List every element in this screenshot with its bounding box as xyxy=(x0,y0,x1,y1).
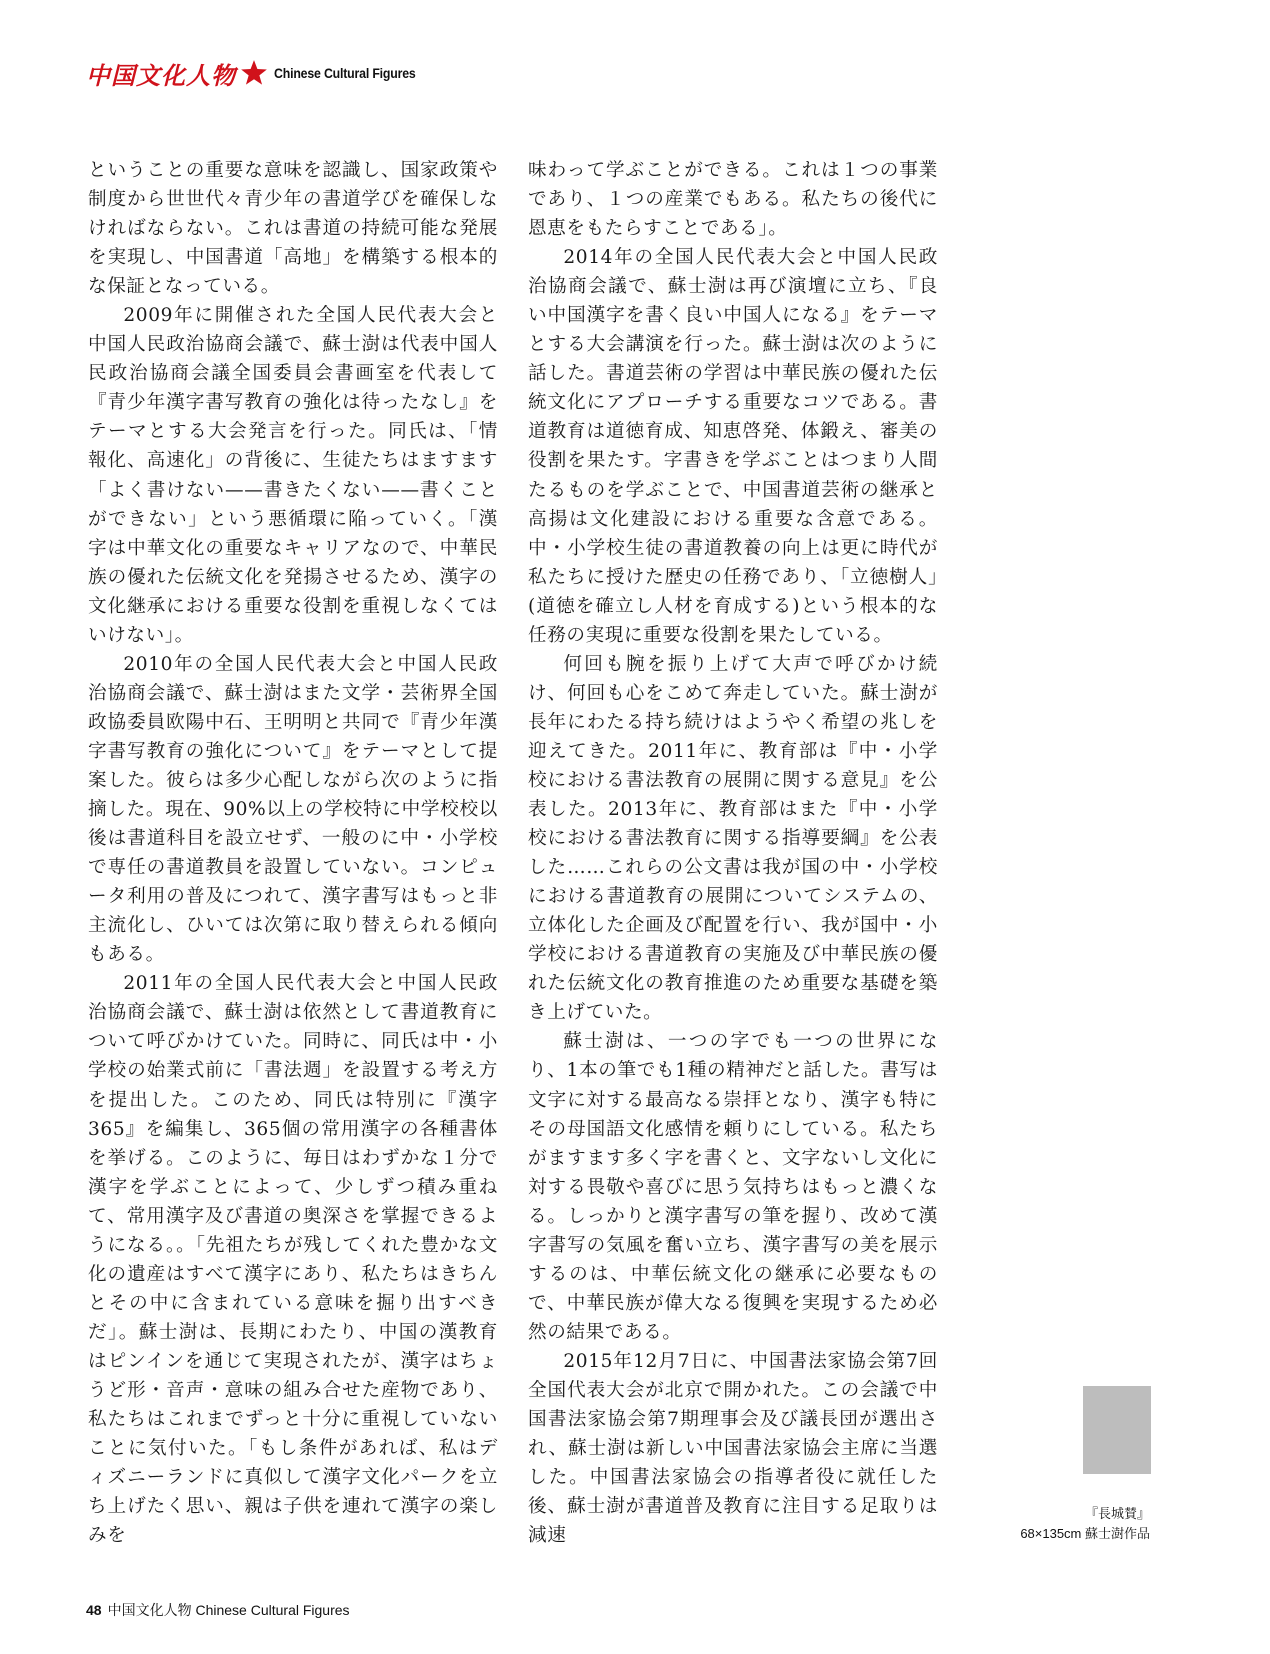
paragraph: ということの重要な意味を認識し、国家政策や制度から世世代々青少年の書道学びを確保しなければならない。これは書道の持続可能な発展を実現し、中国書道「高地」を構築する根本的な保証となっている。 xyxy=(88,160,498,298)
footer-text: 中国文化人物 Chinese Cultural Figures xyxy=(107,1602,350,1618)
paragraph: 味わって学ぶことができる。これは１つの事業であり、１つの産業でもある。私たちの後代に恩恵をもたらすことである」。 xyxy=(528,160,938,240)
paragraph: 2015年12月7日に、中国書法家協会第7回全国代表大会が北京で開かれた。この会議で中国書法家協会第7期理事会及び議長団が選出され、蘇士澍は新しい中国書法家協会主席に当選した。中国書法家協会の指導者役に就任した後、蘇士澍が書道普及教育に注目する足取りは減速 xyxy=(528,1350,938,1547)
artwork-detail: 68×135cm 蘇士澍作品 xyxy=(1020,1526,1150,1541)
artwork-title: 『長城賛』 xyxy=(1084,1506,1150,1521)
masthead xyxy=(86,56,435,90)
masthead-title-cn: 中国文化人物 xyxy=(86,60,236,90)
paragraph: 蘇士澍は、一つの字でも一つの世界になり、1本の筆でも1種の精神だと話した。書写は文字に対する最高なる崇拝となり、漢字も特にその母国語文化感情を頼りにしている。私たちがますます多く字を書くと、文字ないし文化に対する畏敬や喜びに思う気持ちはもっと濃くなる。しっかりと漢字書写の筆を握り、改めて漢字書写の気風を奮い立ち、漢字書写の美を展示するのは、中華伝統文化の継承に必要なもので、中華民族が偉大なる復興を実現するため必然の結果である。 xyxy=(528,1031,938,1343)
page-footer xyxy=(86,1600,350,1620)
article-column-left xyxy=(88,156,498,1550)
paragraph: 2011年の全国人民代表大会と中国人民政治協商会議で、蘇士澍は依然として書道教育について呼びかけていた。同時に、同氏は中・小学校の始業式前に「書法週」を設置する考え方を提出した。このため、同氏は特別に『漢字365』を編集し、365個の常用漢字の各種書体を挙げる。このように、毎日はわずかな１分で漢字を学ぶことによって、少しずつ積み重ねて、常用漢字及び書道の奥深さを掌握できるようになる。。「先祖たちが残してくれた豊かな文化の遺産はすべて漢字にあり、私たちはきちんとその中に含まれている意味を掘り出すべきだ」。蘇士澍は、長期にわたり、中国の漢教育はピンインを通じて実現されたが、漢字はちょうど形・音声・意味の組み合せた産物であり、私たちはこれまでずっと十分に重視していないことに気付いた。「もし条件があれば、私はディズニーランドに真似して漢字文化パークを立ち上げたく思い、親は子供を連れて漢字の楽しみを xyxy=(88,973,498,1547)
masthead-title-en: Chinese Cultural Figures xyxy=(274,65,416,81)
paragraph: 2014年の全国人民代表大会と中国人民政治協商会議で、蘇士澍は再び演壇に立ち、『良い中国漢字を書く良い中国人になる』をテーマとする大会講演を行った。蘇士澍は次のように話した。書道芸術の学習は中華民族の優れた伝統文化にアプローチする重要なコツである。書道教育は道徳育成、知恵啓発、体鍛え、審美の役割を果たす。字書きを学ぶことはつまり人間たるものを学ぶことで、中国書道芸術の継承と高揚は文化建設における重要な含意である。中・小学校生徒の書道教養の向上は更に時代が私たちに授けた歴史の任務であり、「立徳樹人」(道徳を確立し人材を育成する)という根本的な任務の実現に重要な役割を果たしている。 xyxy=(528,247,938,646)
paragraph: 何回も腕を振り上げて大声で呼びかけ続け、何回も心をこめて奔走していた。蘇士澍が長年にわたる持ち続けはようやく希望の兆しを迎えてきた。2011年に、教育部は『中・小学校における書法教育の展開に関する意見』を公表した。2013年に、教育部はまた『中・小学校における書法教育に関する指導要綱』を公表した……これらの公文書は我が国の中・小学校における書道教育の展開についてシステムの、立体化した企画及び配置を行い、我が国中・小学校における書道教育の実施及び中華民族の優れた伝統文化の教育推進のため重要な基礎を築き上げていた。 xyxy=(528,653,938,1024)
article-column-right xyxy=(528,156,938,1550)
artwork-caption xyxy=(1020,1504,1150,1544)
red-star-icon xyxy=(240,59,268,87)
page-number: 48 xyxy=(86,1602,102,1618)
artwork-thumbnail xyxy=(1083,1386,1151,1474)
paragraph: 2010年の全国人民代表大会と中国人民政治協商会議で、蘇士澍はまた文学・芸術界全国政協委員欧陽中石、王明明と共同で『青少年漢字書写教育の強化について』をテーマとして提案した。彼らは多少心配しながら次のように指摘した。現在、90%以上の学校特に中学校校以後は書道科目を設立せず、一般のに中・小学校で専任の書道教員を設置していない。コンピュータ利用の普及につれて、漢字書写はもっと非主流化し、ひいては次第に取り替えられる傾向もある。 xyxy=(88,653,498,966)
paragraph: 2009年に開催された全国人民代表大会と中国人民政治協商会議で、蘇士澍は代表中国人民政治協商会議全国委員会書画室を代表して『青少年漢字書写教育の強化は待ったなし』をテーマとする大会発言を行った。同氏は、「情報化、高速化」の背後に、生徒たちはますます「よく書けない——書きたくない——書くことができない」という悪循環に陥っていく。「漢字は中華文化の重要なキャリアなので、中華民族の優れた伝統文化を発揚させるため、漢字の文化継承における重要な役割を重視しなくてはいけない」。 xyxy=(88,305,498,646)
